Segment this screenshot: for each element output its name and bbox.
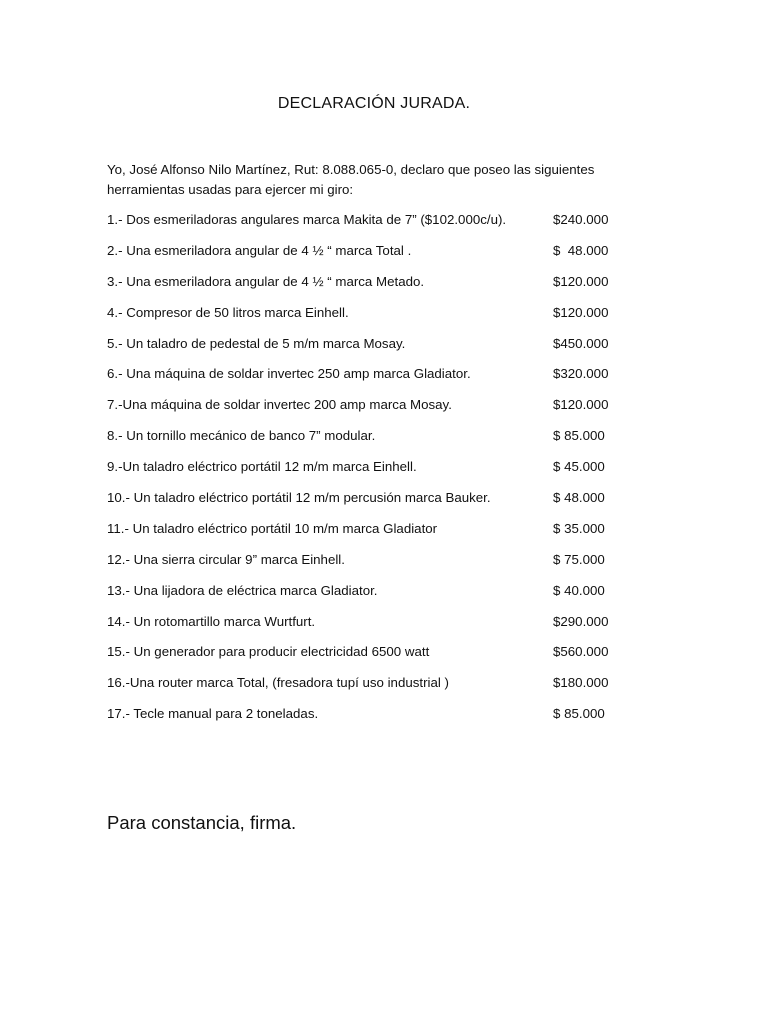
item-price: $120.000	[553, 397, 609, 413]
item-price: $ 48.000	[553, 242, 609, 258]
intro-line-1: Yo, José Alfonso Nilo Martínez, Rut: 8.088.065-0, declaro que poseo las siguientes	[107, 162, 595, 177]
item-price: $ 35.000	[553, 520, 605, 536]
item-description: 1.- Dos esmeriladoras angulares marca Makita de 7” ($102.000c/u).	[107, 212, 507, 227]
item-description: 3.- Una esmeriladora angular de 4 ½ “ marca Metado.	[107, 273, 425, 289]
item-description: 16.-Una router marca Total, (fresadora tupí uso industrial )	[107, 675, 449, 691]
list-item	[107, 457, 627, 488]
list-item	[107, 581, 627, 612]
list-item	[107, 241, 627, 272]
item-description: 5.- Un taladro de pedestal de 5 m/m marca Mosay.	[107, 335, 406, 351]
item-price: $290.000	[553, 613, 609, 629]
item-price: $ 48.000	[553, 490, 605, 506]
item-description: 10.- Un taladro eléctrico portátil 12 m/m percusión marca Bauker.	[107, 490, 491, 506]
item-description: 15.- Un generador para producir electricidad 6500 watt	[107, 644, 430, 660]
closing-statement: Para constancia, firma.	[107, 812, 297, 833]
item-description: 9.-Un taladro eléctrico portátil 12 m/m marca Einhell.	[107, 459, 417, 475]
item-price: $ 45.000	[553, 459, 605, 475]
list-item	[107, 426, 627, 457]
list-item	[107, 612, 627, 643]
list-item	[107, 488, 627, 519]
list-item	[107, 673, 627, 704]
tool-list	[107, 210, 627, 735]
list-item	[107, 272, 627, 303]
item-price: $240.000	[553, 212, 609, 227]
list-item	[107, 519, 627, 550]
item-price: $ 40.000	[553, 582, 605, 598]
item-description: 11.- Un taladro eléctrico portátil 10 m/m marca Gladiator	[107, 520, 438, 536]
item-description: 8.- Un tornillo mecánico de banco 7” modular.	[107, 428, 376, 444]
item-price: $ 85.000	[553, 428, 605, 444]
list-item	[107, 364, 627, 395]
item-description: 6.- Una máquina de soldar invertec 250 amp marca Gladiator.	[107, 366, 471, 382]
item-description: 4.- Compresor de 50 litros marca Einhell.	[107, 304, 349, 320]
item-description: 2.- Una esmeriladora angular de 4 ½ “ marca Total .	[107, 242, 412, 258]
item-price: $180.000	[553, 675, 609, 691]
list-item	[107, 303, 627, 334]
item-price: $320.000	[553, 366, 609, 382]
list-item	[107, 642, 627, 673]
list-item	[107, 704, 627, 735]
list-item	[107, 395, 627, 426]
item-price: $450.000	[553, 335, 609, 351]
item-price: $560.000	[553, 644, 609, 660]
item-price: $120.000	[553, 273, 609, 289]
intro-paragraph	[107, 160, 627, 200]
item-price: $ 75.000	[553, 551, 605, 567]
item-description: 13.- Una lijadora de eléctrica marca Gladiator.	[107, 582, 378, 598]
item-description: 12.- Una sierra circular 9” marca Einhell.	[107, 551, 345, 567]
item-price: $120.000	[553, 304, 609, 320]
item-description: 17.- Tecle manual para 2 toneladas.	[107, 706, 319, 722]
list-item	[107, 210, 627, 241]
item-description: 7.-Una máquina de soldar invertec 200 amp marca Mosay.	[107, 397, 452, 413]
intro-line-2: herramientas usadas para ejercer mi giro:	[107, 182, 354, 197]
list-item	[107, 550, 627, 581]
item-description: 14.- Un rotomartillo marca Wurtfurt.	[107, 613, 316, 629]
list-item	[107, 334, 627, 365]
item-price: $ 85.000	[553, 706, 605, 722]
document-title: DECLARACIÓN JURADA.	[277, 95, 471, 112]
